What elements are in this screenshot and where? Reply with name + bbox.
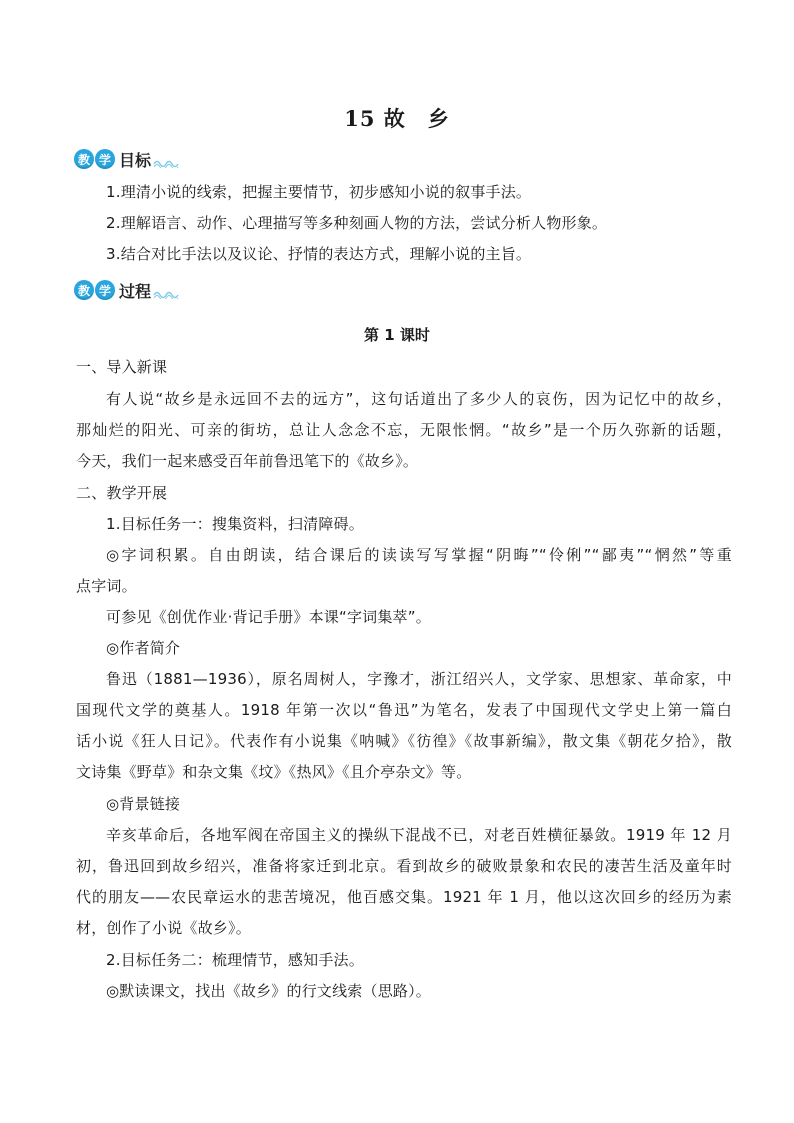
task1-line: 1.目标任务一：搜集资料，扫清障碍。 bbox=[106, 515, 364, 533]
paragraph-line: 那灿烂的阳光、可亲的街坊，总让人念念不忘，无限怅惘。“故乡”是一个历久弥新的话题， bbox=[76, 421, 732, 439]
objective-item: 2.理解语言、动作、心理描写等多种刻画人物的方法，尝试分析人物形象。 bbox=[106, 214, 608, 232]
badge-circle: 学 bbox=[95, 149, 115, 169]
wave-decoration-icon bbox=[153, 158, 179, 168]
wave-decoration-icon bbox=[153, 289, 179, 299]
section-objectives-label: 目标 bbox=[119, 150, 152, 170]
author-heading: ◎作者简介 bbox=[106, 639, 181, 657]
paragraph-line: 今天，我们一起来感受百年前鲁迅笔下的《故乡》。 bbox=[76, 452, 419, 470]
lesson-title: 15 故 乡 bbox=[344, 106, 450, 131]
section-objectives-badge bbox=[74, 147, 179, 171]
paragraph-line: 点字词。 bbox=[76, 577, 137, 595]
objective-item: 3.结合对比手法以及议论、抒情的表达方式，理解小说的主旨。 bbox=[106, 245, 532, 263]
paragraph-line: 有人说“故乡是永远回不去的远方”，这句话道出了多少人的哀伤，因为记忆中的故乡， bbox=[106, 390, 732, 408]
reference-line: 可参见《创优作业·背记手册》本课“字词集萃”。 bbox=[106, 608, 431, 626]
objective-item: 1.理清小说的线索，把握主要情节，初步感知小说的叙事手法。 bbox=[106, 183, 532, 201]
badge-circle: 教 bbox=[74, 149, 94, 169]
paragraph-line: 文诗集《野草》和杂文集《坟》《热风》《且介亭杂文》等。 bbox=[76, 763, 472, 781]
background-heading: ◎背景链接 bbox=[106, 795, 181, 813]
section-process-badge bbox=[74, 278, 179, 302]
lesson-period-heading: 第 1 课时 bbox=[364, 326, 430, 344]
part1-heading: 一、导入新课 bbox=[76, 358, 168, 376]
paragraph-line: ◎字词积累。自由朗读，结合课后的读读写写掌握“阴晦”“伶俐”“鄙夷”“惘然”等重 bbox=[106, 546, 732, 564]
part2-heading: 二、教学开展 bbox=[76, 484, 168, 502]
section-process-label: 过程 bbox=[119, 281, 152, 301]
badge-circle: 教 bbox=[74, 280, 94, 300]
reading-task-line: ◎默读课文，找出《故乡》的行文线索（思路）。 bbox=[106, 982, 431, 1000]
badge-circle: 学 bbox=[95, 280, 115, 300]
paragraph-line: 初，鲁迅回到故乡绍兴，准备将家迁到北京。看到故乡的破败景象和农民的凄苦生活及童年时 bbox=[76, 857, 732, 875]
paragraph-line: 国现代文学的奠基人。1918 年第一次以“鲁迅”为笔名，发表了中国现代文学史上第一篇白 bbox=[76, 701, 732, 719]
paragraph-line: 鲁迅（1881—1936），原名周树人，字豫才，浙江绍兴人，文学家、思想家、革命家，中 bbox=[106, 670, 732, 688]
paragraph-line: 材，创作了小说《故乡》。 bbox=[76, 919, 251, 937]
paragraph-line: 辛亥革命后，各地军阀在帝国主义的操纵下混战不已，对老百姓横征暴敛。1919 年 12 月 bbox=[106, 826, 732, 844]
paragraph-line: 代的朋友——农民章运水的悲苦境况，他百感交集。1921 年 1 月，他以这次回乡的经历为素 bbox=[76, 888, 732, 906]
paragraph-line: 话小说《狂人日记》。代表作有小说集《呐喊》《彷徨》《故事新编》，散文集《朝花夕拾》，散 bbox=[76, 732, 732, 750]
task2-line: 2.目标任务二：梳理情节，感知手法。 bbox=[106, 951, 364, 969]
